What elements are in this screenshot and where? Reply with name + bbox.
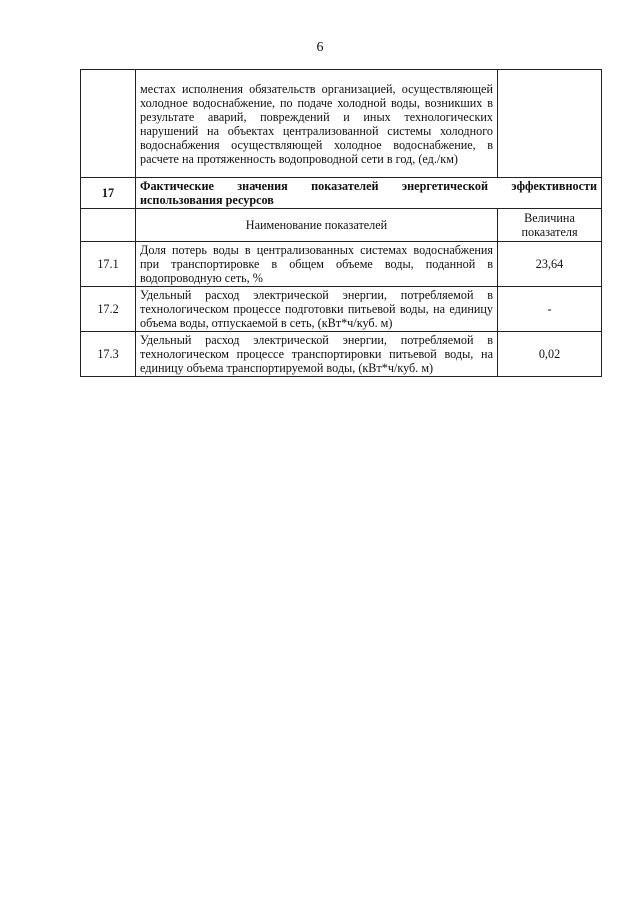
- table-row: [81, 242, 602, 287]
- row-value: 0,02: [498, 332, 602, 377]
- row-name: Удельный расход электрической энергии, потребляемой в технологическом процессе транспортировки питьевой воды, на единицу объема транспортируемой воды, (кВт*ч/куб. м): [136, 332, 498, 377]
- row-number: 17.2: [81, 287, 136, 332]
- header-value: Величина показателя: [498, 209, 602, 242]
- row-number: 17.1: [81, 242, 136, 287]
- row-name: Доля потерь воды в централизованных системах водоснабжения при транспортировке в общем объеме воды, поданной в водопроводную сеть, %: [136, 242, 498, 287]
- indicators-table: [80, 69, 602, 377]
- row-value: 23,64: [498, 242, 602, 287]
- page-number: 6: [316, 40, 324, 55]
- table-row: [81, 332, 602, 377]
- section-number: 17: [81, 178, 136, 209]
- row-number-cell: [81, 70, 136, 178]
- table-row-continuation: [81, 70, 602, 178]
- row-name: Удельный расход электрической энергии, потребляемой в технологическом процессе подготовки питьевой воды, на единицу объема воды, отпускаемой в сеть, (кВт*ч/куб. м): [136, 287, 498, 332]
- section-title: Фактические значения показателей энергетической эффективности использования ресурсов: [136, 178, 602, 209]
- continuation-text: местах исполнения обязательств организацией, осуществляющей холодное водоснабжение, по подаче холодной воды, возникших в результате аварий, повреждений и иных технологических нарушений на объектах централизованной системы холодного водоснабжения осуществляющей холодное водоснабжение, в расчете на протяженность водопроводной сети в год, (ед./км): [136, 70, 498, 178]
- header-number-cell: [81, 209, 136, 242]
- table-row: [81, 287, 602, 332]
- row-value-cell: [498, 70, 602, 178]
- table-header-row: [81, 209, 602, 242]
- section-row: [81, 178, 602, 209]
- row-number: 17.3: [81, 332, 136, 377]
- header-name: Наименование показателей: [136, 209, 498, 242]
- row-value: -: [498, 287, 602, 332]
